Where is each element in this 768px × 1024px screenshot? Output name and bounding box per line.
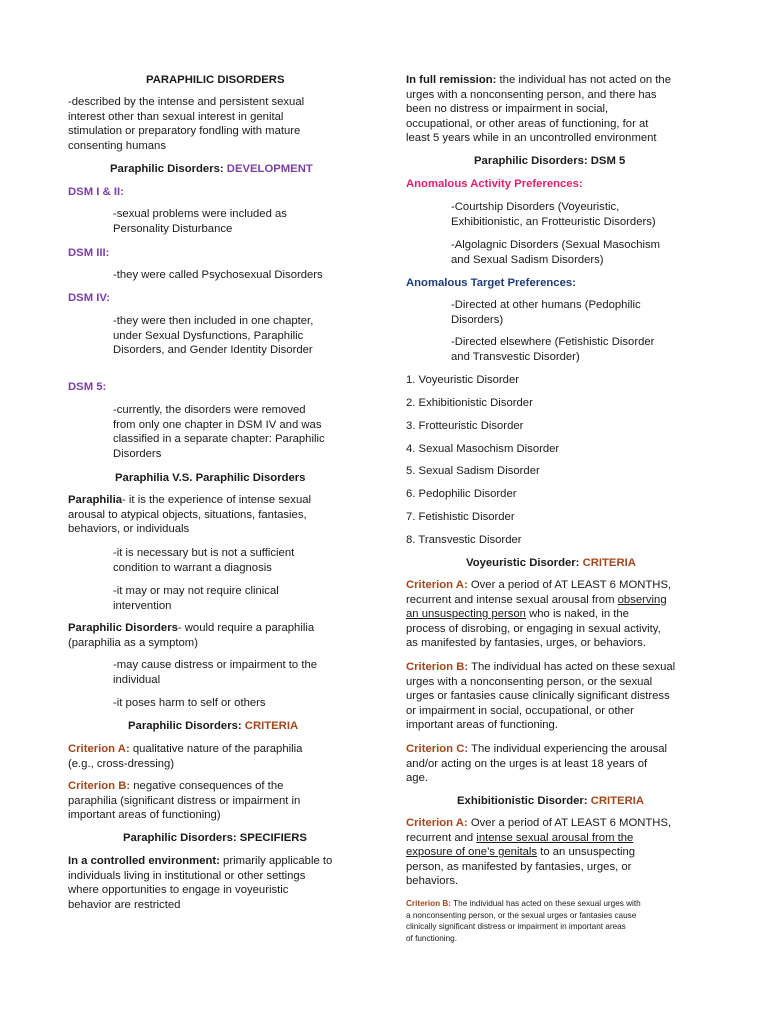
activity-heading: Anomalous Activity Preferences:: [406, 178, 583, 190]
disorder-list-item: 3. Frotteuristic Disorder: [406, 420, 524, 432]
criterion-a: Criterion A: qualitative nature of the paraphilia (e.g., cross-dressing): [68, 743, 303, 770]
dsm3-text: -they were called Psychosexual Disorders: [113, 269, 323, 281]
dsm4-text: -they were then included in one chapter, under Sexual Dysfunctions, Paraphilic Disorders, and Gender Identity Disorder: [113, 315, 314, 357]
dsm4-label: DSM IV:: [68, 292, 111, 304]
specifiers-heading: Paraphilic Disorders: SPECIFIERS: [123, 832, 307, 844]
criterion-b: Criterion B: negative consequences of the paraphilia (significant distress or impairment in important areas of functioning): [68, 780, 301, 822]
disorder-list-item: 8. Transvestic Disorder: [406, 534, 522, 546]
disorder-list-item: 6. Pedophilic Disorder: [406, 488, 517, 500]
dsm5-label: DSM 5:: [68, 381, 107, 393]
voyeuristic-criterion-a: Criterion A: Over a period of AT LEAST 6 MONTHS, recurrent and intense sexual arousal from observing an unsuspecting person who is naked, in the process of disrobing, or engaging in sexual activity, as manifested by fantasies, urges, or behaviors.: [406, 579, 672, 650]
activity-bullet-1: -Courtship Disorders (Voyeuristic, Exhibitionistic, an Frotteuristic Disorders): [451, 201, 656, 228]
paraphilic-disorders-definition: Paraphilic Disorders- would require a paraphilia (paraphilia as a symptom): [68, 622, 315, 649]
dsm5-heading: Paraphilic Disorders: DSM 5: [474, 155, 626, 167]
paraphilia-bullet-1: -it is necessary but is not a sufficient condition to warrant a diagnosis: [113, 547, 295, 574]
full-remission: In full remission: the individual has not acted on the urges with a nonconsenting person, and there has been no distress or impairment in social, occupational, or other areas of functioning, for at least 5 years while in an uncontrolled environment: [406, 74, 671, 145]
disorder-list-item: 1. Voyeuristic Disorder: [406, 374, 520, 386]
disorder-list-item: 7. Fetishistic Disorder: [406, 511, 515, 523]
intro-paragraph: -described by the intense and persistent sexual interest other than sexual interest in genital stimulation or preparatory fondling with mature consenting humans: [68, 96, 305, 152]
disorder-list-item: 4. Sexual Masochism Disorder: [406, 443, 560, 455]
target-bullet-2: -Directed elsewhere (Fetishistic Disorder and Transvestic Disorder): [451, 336, 655, 363]
target-heading: Anomalous Target Preferences:: [406, 277, 576, 289]
disorder-list-item: 5. Sexual Sadism Disorder: [406, 465, 540, 477]
target-bullet-1: -Directed at other humans (Pedophilic Disorders): [451, 299, 641, 326]
dsm3-label: DSM III:: [68, 247, 110, 259]
pd-bullet-1: -may cause distress or impairment to the individual: [113, 659, 318, 686]
document-title: PARAPHILIC DISORDERS: [146, 74, 285, 86]
voyeuristic-criterion-c: Criterion C: The individual experiencing the arousal and/or acting on the urges is at least 18 years of age.: [406, 743, 668, 785]
controlled-environment: In a controlled environment: primarily applicable to individuals living in institutional or other settings where opportunities to engage in voyeuristic behavior are restricted: [68, 855, 333, 911]
voyeuristic-criterion-b: Criterion B: The individual has acted on these sexual urges with a nonconsenting person, or the sexual urges or fantasies cause clinically significant distress or impairment in social, occupational, or other important areas of functioning.: [406, 661, 676, 732]
exhibitionistic-criterion-a: Criterion A: Over a period of AT LEAST 6 MONTHS, recurrent and intense sexual arousal from the exposure of one’s genitals to an unsuspecting person, as manifested by fantasies, urges, or behaviors.: [406, 817, 672, 888]
dsm5-text: -currently, the disorders were removed from only one chapter in DSM IV and was classified in a separate chapter: Paraphilic Disorders: [113, 404, 325, 460]
dsm12-label: DSM I & II:: [68, 186, 124, 198]
development-heading: Paraphilic Disorders: DEVELOPMENT: [110, 163, 313, 175]
dsm12-text: -sexual problems were included as Personality Disturbance: [113, 208, 287, 235]
paraphilia-definition: Paraphilia- it is the experience of intense sexual arousal to atypical objects, situations, fantasies, behaviors, or individuals: [68, 494, 312, 536]
pd-bullet-2: -it poses harm to self or others: [113, 697, 266, 709]
disorder-list-item: 2. Exhibitionistic Disorder: [406, 397, 533, 409]
paraphilia-bullet-2: -it may or may not require clinical intervention: [113, 585, 279, 612]
criteria-heading: Paraphilic Disorders: CRITERIA: [128, 720, 299, 732]
voyeuristic-heading: Voyeuristic Disorder: CRITERIA: [466, 557, 636, 569]
vs-heading: Paraphilia V.S. Paraphilic Disorders: [115, 472, 306, 484]
exhibitionistic-criterion-b: Criterion B: The individual has acted on these sexual urges with a nonconsenting person, or the sexual urges or fantasies cause clinically significant distress or impairment in important areas of functioning.: [406, 899, 641, 943]
activity-bullet-2: -Algolagnic Disorders (Sexual Masochism and Sexual Sadism Disorders): [451, 239, 661, 266]
exhibitionistic-heading: Exhibitionistic Disorder: CRITERIA: [457, 795, 645, 807]
